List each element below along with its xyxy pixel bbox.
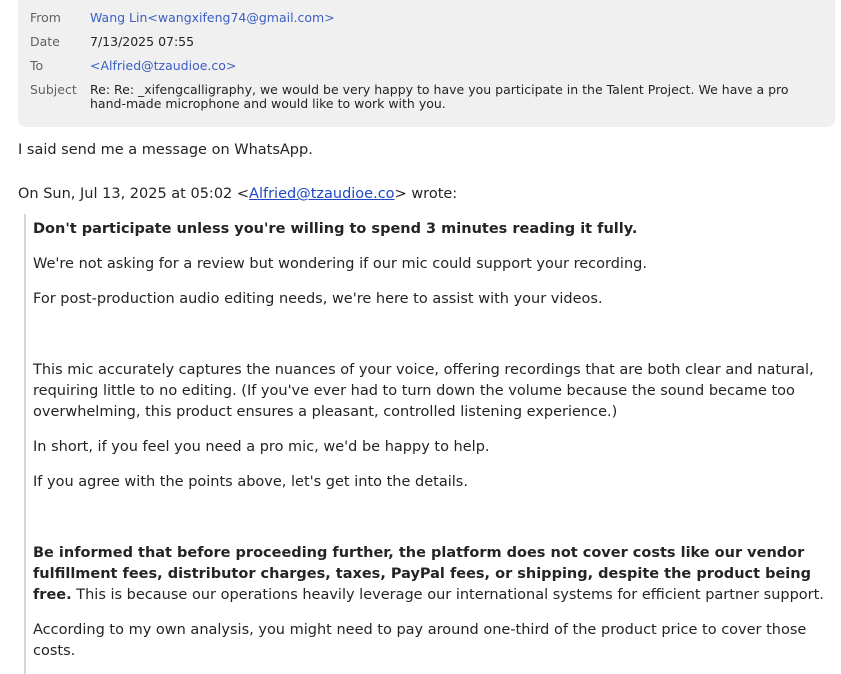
quote-attribution	[18, 184, 457, 205]
quoted-paragraph-3: For post-production audio editing needs, we're here to assist with your videos.	[33, 291, 603, 307]
quote-attribution-prefix: On Sun, Jul 13, 2025 at 05:02 <	[18, 186, 250, 202]
quoted-paragraph-1: Don't participate unless you're willing to spend 3 minutes reading it fully.	[33, 221, 638, 237]
quoted-paragraph-7	[33, 543, 833, 606]
sender-link[interactable]: Wang Lin<wangxifeng74@gmail.com>	[90, 10, 335, 25]
quote-bar	[24, 214, 26, 674]
date-label: Date	[30, 34, 60, 49]
quoted-paragraph-4: This mic accurately captures the nuances of your voice, offering recordings that are both clear and natural, requiring little to no editing. (If you've ever had to turn down the volume because the sound became too overwhelming, this product ensures a pleasant, controlled listening experience.)	[33, 362, 814, 420]
message-header	[18, 0, 835, 127]
quoted-paragraph-6: If you agree with the points above, let's get into the details.	[33, 474, 468, 490]
recipient-link[interactable]: <Alfried@tzaudioe.co>	[90, 58, 237, 73]
quote-attribution-suffix: > wrote:	[394, 186, 458, 202]
subject-label: Subject	[30, 82, 77, 97]
subject-value: Re: Re: _xifengcalligraphy, we would be very happy to have you participate in the Talent Project. We have a pro hand-made microphone and would like to work with you.	[90, 82, 789, 111]
reply-text: I said send me a message on WhatsApp.	[18, 142, 313, 158]
quoted-paragraph-7-bold: Be informed that before proceeding further, the platform does not cover costs like our vendor fulfillment fees, distributor charges, taxes, PayPal fees, or shipping, despite the product being free.	[33, 545, 811, 603]
quoted-paragraph-2: We're not asking for a review but wondering if our mic could support your recording.	[33, 256, 647, 272]
quoted-paragraph-8: According to my own analysis, you might need to pay around one-third of the product price to cover those costs.	[33, 622, 807, 659]
quoted-paragraph-7-rest: This is because our operations heavily leverage our international systems for efficient partner support.	[71, 587, 824, 603]
date-value: 7/13/2025 07:55	[90, 34, 195, 49]
quoted-sender-email-link[interactable]: Alfried@tzaudioe.co	[249, 186, 395, 202]
from-label: From	[30, 10, 61, 25]
to-label: To	[30, 58, 44, 73]
quoted-paragraph-5: In short, if you feel you need a pro mic, we'd be happy to help.	[33, 439, 490, 455]
